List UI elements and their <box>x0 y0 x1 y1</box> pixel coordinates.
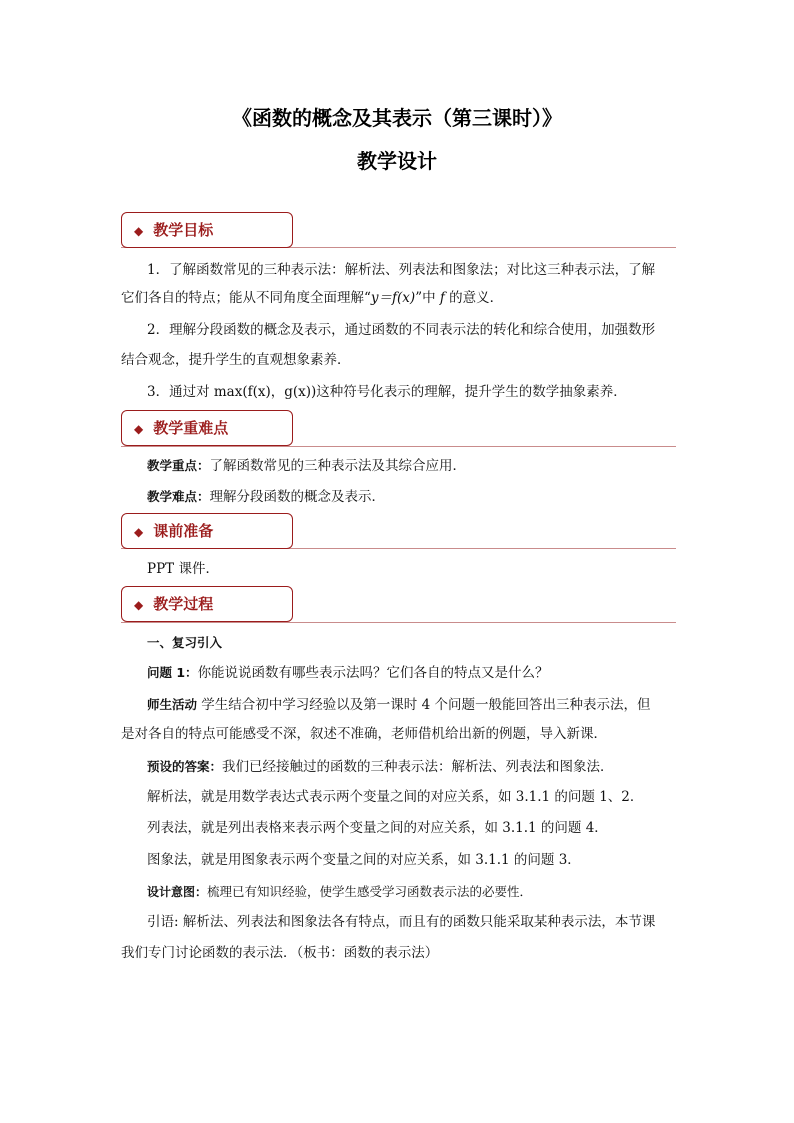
key-label: 教学难点： <box>147 489 210 504</box>
paragraph: 1．了解函数常见的三种表示法：解析法、列表法和图象法；对比这三种表示法，了解 <box>147 262 656 278</box>
paragraph: 图象法，就是用图象表示两个变量之间的对应关系，如 3.1.1 的问题 3． <box>147 852 581 868</box>
activity-label: 师生活动 <box>147 697 198 712</box>
section-label: 教学目标 <box>153 221 214 239</box>
math-symbol: f <box>439 290 445 306</box>
paragraph: 是对各自的特点可能感受不深，叙述不准确，老师借机给出新的例题，导入新课． <box>121 726 607 742</box>
paragraph: PPT 课件． <box>147 561 219 577</box>
section-label: 课前准备 <box>153 522 214 540</box>
paragraph: 设计意图：梳理已有知识经验，使学生感受学习函数表示法的必要性． <box>147 884 533 899</box>
paragraph: 列表法，就是列出表格来表示两个变量之间的对应关系，如 3.1.1 的问题 4． <box>147 820 608 836</box>
document-subtitle: 教学设计 <box>357 149 437 173</box>
diamond-icon: ◆ <box>134 598 144 612</box>
paragraph: 问题 1：你能说说函数有哪些表示法吗？它们各自的特点又是什么？ <box>147 665 549 681</box>
paragraph: 2．理解分段函数的概念及表示，通过函数的不同表示法的转化和综合使用，加强数形 <box>147 322 656 338</box>
paragraph: 师生活动 学生结合初中学习经验以及第一课时 4 个问题一般能回答出三种表示法，但 <box>147 697 651 713</box>
paragraph: 教学难点：理解分段函数的概念及表示． <box>147 489 386 505</box>
section-header-preparation <box>121 513 293 549</box>
paragraph: 我们专门讨论函数的表示法．（板书：函数的表示法） <box>121 945 439 961</box>
key-label: 教学重点： <box>147 458 210 473</box>
paragraph: 引语: 解析法、列表法和图象法各有特点，而且有的函数只能采取某种表示法，本节课 <box>147 914 656 930</box>
answer-label: 预设的答案： <box>147 759 223 774</box>
section-header-process <box>121 586 293 622</box>
diamond-icon: ◆ <box>134 525 144 539</box>
paragraph: 解析法，就是用数学表达式表示两个变量之间的对应关系，如 3.1.1 的问题 1、2． <box>147 789 644 805</box>
subheading: 一、复习引入 <box>147 635 223 650</box>
math-expression: y＝f(x) <box>370 290 416 306</box>
section-divider <box>121 622 676 623</box>
section-header-key-points <box>121 410 293 446</box>
paragraph: 预设的答案：我们已经接触过的函数的三种表示法：解析法、列表法和图象法． <box>147 759 614 775</box>
paragraph: 3．通过对 max(f(x)，g(x))这种符号化表示的理解，提升学生的数学抽象素养． <box>147 384 627 400</box>
section-label: 教学重难点 <box>153 419 229 437</box>
paragraph: 它们各自的特点；能从不同角度全面理解“y＝f(x)”中 f 的意义． <box>121 290 504 306</box>
paragraph: 教学重点：了解函数常见的三种表示法及其综合应用． <box>147 458 467 474</box>
question-label: 问题 1： <box>147 665 198 680</box>
document-title: 《函数的概念及其表示（第三课时）》 <box>232 106 562 130</box>
diamond-icon: ◆ <box>134 224 144 238</box>
section-label: 教学过程 <box>153 595 214 613</box>
section-divider <box>121 446 676 447</box>
intent-label: 设计意图： <box>147 885 208 899</box>
section-header-goals <box>121 212 293 248</box>
paragraph: 结合观念，提升学生的直观想象素养． <box>121 352 351 368</box>
diamond-icon: ◆ <box>134 422 144 436</box>
